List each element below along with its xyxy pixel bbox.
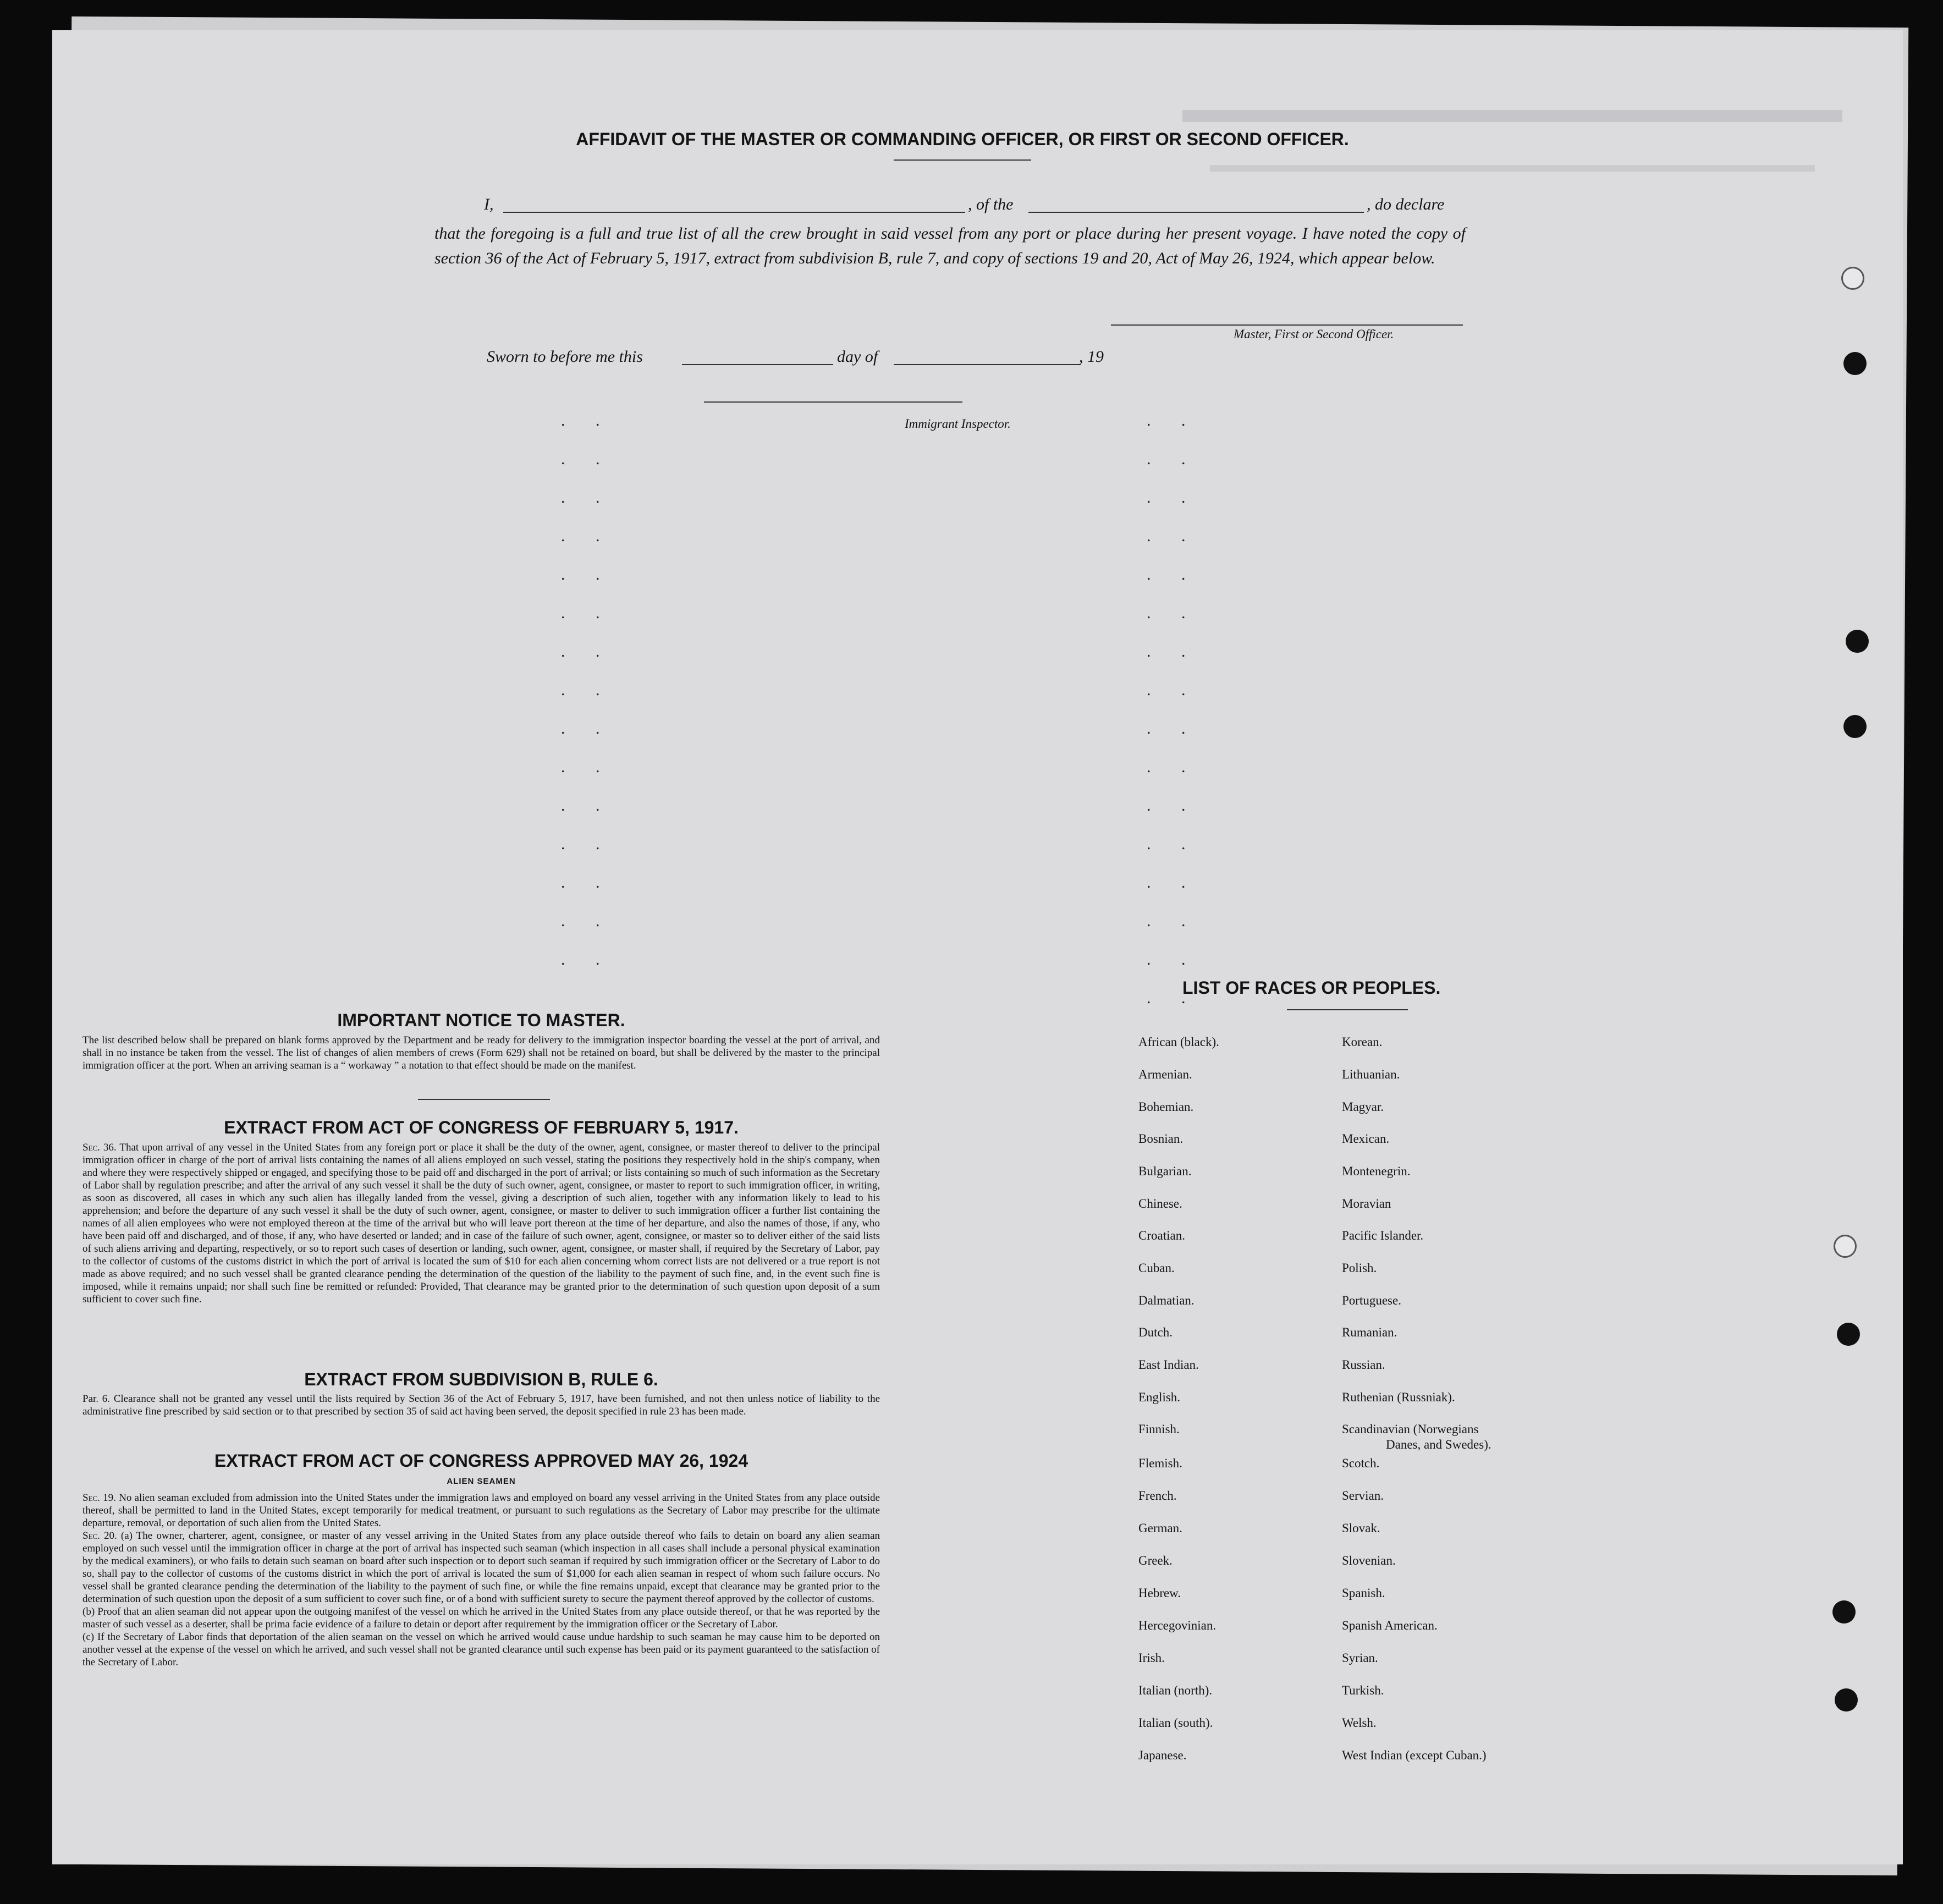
race-right-18: Spanish American.	[1342, 1619, 1438, 1632]
race-left-6: Croatian.	[1138, 1229, 1185, 1242]
race-right-9: Rumanian.	[1342, 1325, 1397, 1339]
race-right-12: Scandinavian (Norwegians	[1342, 1422, 1479, 1436]
race-left-8: Dalmatian.	[1138, 1294, 1195, 1307]
race-right-0: Korean.	[1342, 1035, 1383, 1049]
race-left-19: Irish.	[1138, 1651, 1165, 1665]
race-right-16: Slovenian.	[1342, 1554, 1396, 1567]
par-6-label: Par. 6.	[82, 1393, 110, 1405]
divider	[894, 159, 1031, 161]
race-left-18: Hercegovinian.	[1138, 1619, 1217, 1632]
sec-20-label: Sec. 20.	[82, 1530, 117, 1542]
punch-hole	[1832, 1600, 1856, 1624]
extract-1917-title: EXTRACT FROM ACT OF CONGRESS OF FEBRUARY 5, 1917.	[224, 1118, 739, 1137]
extract-1917-text	[82, 1141, 880, 1306]
affidavit-do-declare: , do declare	[1367, 195, 1445, 213]
extract-1924-title: EXTRACT FROM ACT OF CONGRESS APPROVED MAY 26, 1924	[214, 1451, 748, 1471]
sworn-prefix: Sworn to before me this	[487, 348, 643, 366]
sec-36-text: That upon arrival of any vessel in the United States from any foreign port or place it shall be the duty of the owner, agent, consignee, or master thereof to deliver to the principal immigration officer in charge of the port of arrival lists containing the names of all aliens employed on such vessel, stating the positions they respectively hold in the ship's company, when and where they were respectively shipped or engaged, and specifying those to be paid off and discharged in the port of arrival; or lists containing so much of such information as the Secretary of Labor shall by regulation prescribe; and after the arrival of any such vessel it shall be the duty of such owner, agent, consignee, or master to report to such immigration officer, in writing, as soon as discovered, all cases in which any such alien has illegally landed from the vessel, giving a description of such alien, together with any information likely to lead to his apprehension; and before the departure of any such vessel it shall be the duty of such owner, agent, consignee, or master to deliver to such immigration officer a further list containing the names of all alien employees who were not employed thereon at the time of the arrival but who will leave port thereon at the time of her departure, and also the names of those, if any, who have been paid off and discharged, and of those, if any, who have deserted or landed; and in case of the failure of such owner, agent, consignee, or master so to deliver either of the said lists of such aliens arriving and departing, respectively, or so to report such cases of desertion or landing, such owner, agent, consignee, or master shall, if required by the Secretary of Labor, pay to the collector of customs of the customs district in which the port of arrival is located the sum of $10 for each alien concerning whom correct lists are not delivered or a true report is not made as above required; and no such vessel shall be granted clearance pending the determination of the question of the liability to the payment of such fine, and, in the event such fine is imposed, while it remains unpaid; nor shall such fine be remitted or refunded: Provided, That clearance may be granted prior to the determination of such question upon deposit of a sum sufficient to cover such fine.	[82, 1142, 880, 1305]
sec-20b-text: (b) Proof that an alien seaman did not appear upon the outgoing manifest of the vessel on which he arrived in the United States from any place outside thereof, or that he was reported by the master of such vessel as a deserter, shall be prima facie evidence of a failure to detain or deport after requirement by the immigration officer or the Secretary of Labor.	[82, 1606, 880, 1630]
affidavit-i: I,	[484, 195, 494, 213]
race-right-4: Montenegrin.	[1342, 1164, 1411, 1178]
signature-blank[interactable]	[1111, 324, 1463, 326]
punch-hole	[1841, 267, 1864, 290]
column-dots: . . . . . . . . . . . . . . . . . . . . . . . . . . . . . .	[561, 411, 613, 968]
subdivision-text	[82, 1393, 880, 1418]
race-right-3: Mexican.	[1342, 1132, 1390, 1146]
sec-19-label: Sec. 19.	[82, 1492, 116, 1504]
affidavit-title: AFFIDAVIT OF THE MASTER OR COMMANDING OFFICER, OR FIRST OR SECOND OFFICER.	[576, 129, 1349, 149]
race-right-10: Russian.	[1342, 1358, 1385, 1372]
race-right-15: Slovak.	[1342, 1521, 1380, 1535]
subdivision-title: EXTRACT FROM SUBDIVISION B, RULE 6.	[304, 1369, 658, 1389]
sec-20a-text: (a) The owner, charterer, agent, consignee, or master of any vessel arriving in the United States from any place outside thereof who fails to detain on board any alien seaman employed on such vessel until the immigration officer in charge at the port of arrival has inspected such seaman (which inspection in all cases shall include a personal physical examination by the medical examiners), or who fails to detain such seaman on board after such inspection or to deport such seaman if required by such immigration officer or the Secretary of Labor to do so, shall pay to the collector of customs of the customs district in which the port of arrival is located the sum of $1,000 for each alien seaman in respect of whom such failure occurs. No vessel shall be granted clearance pending the determination of the liability to the payment of such fine, or while the fine remains unpaid, except that clearance may be granted prior to the determination of such question upon the deposit of a sum sufficient to cover such fine, or of a bond with sufficient surety to secure the payment thereof approved by the collector of customs.	[82, 1530, 880, 1605]
punch-hole	[1837, 1323, 1860, 1346]
race-left-9: Dutch.	[1138, 1325, 1173, 1339]
month-blank[interactable]	[894, 364, 1081, 365]
day-blank[interactable]	[682, 364, 833, 365]
race-right-19: Syrian.	[1342, 1651, 1378, 1665]
extract-1924-text	[82, 1492, 880, 1669]
sec-20c-text: (c) If the Secretary of Labor finds that deportation of the alien seaman on the vessel on which he arrived would cause undue hardship to such seaman he may cause him to be deported on another vessel at the expense of the vessel on which he arrived, and such vessel shall not be granted clearance until such expense has been paid or its payment guaranteed to the satisfaction of the Secretary of Labor.	[82, 1631, 880, 1668]
race-left-5: Chinese.	[1138, 1197, 1182, 1210]
race-left-3: Bosnian.	[1138, 1132, 1184, 1146]
race-right-6: Pacific Islander.	[1342, 1229, 1424, 1242]
race-right-8: Portuguese.	[1342, 1294, 1401, 1307]
races-title: LIST OF RACES OR PEOPLES.	[1182, 978, 1441, 998]
race-right-14: Servian.	[1342, 1489, 1384, 1503]
race-left-13: Flemish.	[1138, 1456, 1182, 1470]
inspector-signature-blank[interactable]	[704, 401, 962, 403]
race-left-2: Bohemian.	[1138, 1100, 1194, 1114]
vessel-blank[interactable]	[1028, 212, 1364, 213]
race-left-10: East Indian.	[1138, 1358, 1199, 1372]
race-left-0: African (black).	[1138, 1035, 1219, 1049]
race-left-7: Cuban.	[1138, 1261, 1175, 1275]
par-6-text: Clearance shall not be granted any vessel until the lists required by Section 36 of the Act of February 5, 1917, have been furnished, and not then unless notice of liability to the administrative fine prescribed by said section or to that prescribed by section 35 of said act having been served, the deposit specified in rule 23 has been made.	[82, 1393, 880, 1417]
race-right-12-cont: Danes, and Swedes).	[1386, 1438, 1491, 1451]
sec-36-label: Sec. 36.	[82, 1142, 117, 1153]
race-left-21: Italian (south).	[1138, 1716, 1213, 1730]
affidavit-body: that the foregoing is a full and true list of all the crew brought in said vessel from any port or place during her present voyage. I have noted the copy of section 36 of the Act of February 5, 1917, extract from subdivision B, rule 7, and copy of sections 19 and 20, Act of May 26, 1924, which appear below.	[434, 224, 1466, 267]
day-of: day of	[837, 348, 878, 366]
sec-19-text: No alien seaman excluded from admission into the United States under the immigration laws and employed on board any vessel arriving in the United States from any place outside thereof, shall be permitted to land in the United States, except temporarily for medical treatment, or pursuant to such regulations as the Secretary of Labor may prescribe for the ultimate departure, removal, or deportation of such alien from the United States.	[82, 1492, 880, 1529]
race-left-15: German.	[1138, 1521, 1182, 1535]
punch-hole	[1843, 352, 1867, 375]
race-left-14: French.	[1138, 1489, 1177, 1503]
year-prefix: , 19	[1079, 348, 1104, 366]
punch-hole	[1846, 630, 1869, 653]
master-label: Master, First or Second Officer.	[1234, 327, 1394, 341]
alien-seamen-subtitle: ALIEN SEAMEN	[447, 1477, 516, 1486]
race-left-4: Bulgarian.	[1138, 1164, 1192, 1178]
race-left-12: Finnish.	[1138, 1422, 1180, 1436]
affidavit-of-the: , of the	[968, 195, 1014, 213]
race-left-16: Greek.	[1138, 1554, 1173, 1567]
notice-title: IMPORTANT NOTICE TO MASTER.	[337, 1010, 625, 1030]
race-right-11: Ruthenian (Russniak).	[1342, 1390, 1455, 1404]
divider	[1287, 1009, 1408, 1010]
race-right-2: Magyar.	[1342, 1100, 1384, 1114]
race-right-22: West Indian (except Cuban.)	[1342, 1748, 1487, 1762]
race-left-11: English.	[1138, 1390, 1181, 1404]
race-right-5: Moravian	[1342, 1197, 1391, 1210]
punch-hole	[1834, 1235, 1857, 1258]
column-dots: . . . . . . . . . . . . . . . . . . . . . . . . . . . . . . . .	[1147, 411, 1199, 1007]
race-left-17: Hebrew.	[1138, 1586, 1181, 1600]
punch-hole	[1835, 1688, 1858, 1712]
race-left-22: Japanese.	[1138, 1748, 1187, 1762]
notice-text: The list described below shall be prepared on blank forms approved by the Department and be ready for delivery to the immigration inspector boarding the vessel at the port of arrival, and shall in no instance be taken from the vessel. The list of changes of alien members of crews (Form 629) shall not be retained on board, but shall be delivered by the master to the principal immigration officer at the port. When an arriving seaman is a “ workaway ” a notation to that effect should be made on the manifest.	[82, 1034, 880, 1071]
name-blank[interactable]	[503, 212, 965, 213]
race-left-20: Italian (north).	[1138, 1683, 1213, 1697]
punch-hole	[1843, 715, 1867, 738]
race-right-20: Turkish.	[1342, 1683, 1384, 1697]
divider	[418, 1099, 550, 1100]
race-right-17: Spanish.	[1342, 1586, 1385, 1600]
race-right-21: Welsh.	[1342, 1716, 1377, 1730]
race-right-13: Scotch.	[1342, 1456, 1380, 1470]
race-left-1: Armenian.	[1138, 1067, 1192, 1081]
race-right-7: Polish.	[1342, 1261, 1377, 1275]
inspector-label: Immigrant Inspector.	[905, 417, 1011, 431]
race-right-1: Lithuanian.	[1342, 1067, 1400, 1081]
